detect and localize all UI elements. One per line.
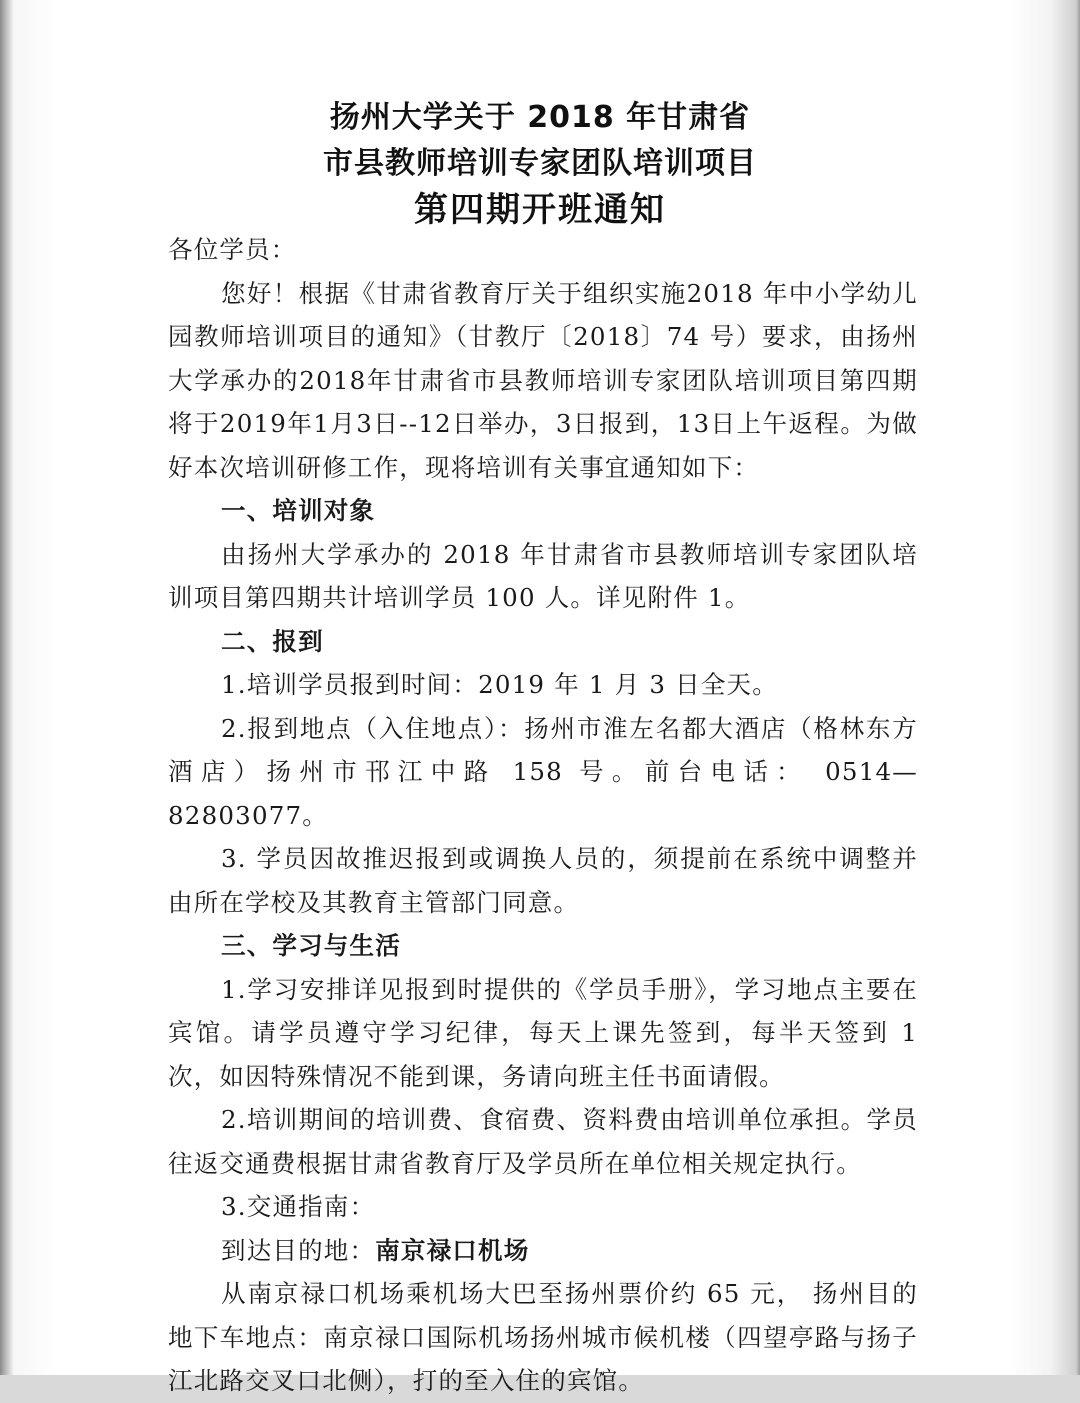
destination-label: 到达目的地： bbox=[221, 1235, 376, 1265]
destination-line bbox=[168, 1229, 918, 1273]
section-3-item-2: 2.培训期间的培训费、食宿费、资料费由培训单位承担。学员往返交通费根据甘肃省教育厅及学员所在单位相关规定执行。 bbox=[168, 1105, 918, 1178]
destination-value: 南京禄口机场 bbox=[375, 1235, 530, 1265]
section-2-item-3: 3. 学员因故推迟报到或调换人员的，须提前在系统中调整并由所在学校及其教育主管部门同意。 bbox=[168, 844, 918, 917]
notice-body bbox=[168, 228, 918, 1403]
section-3-item-1: 1.学习安排详见报到时提供的《学员手册》，学习地点主要在宾馆。请学员遵守学习纪律，每天上课先签到，每半天签到 1 次，如因特殊情况不能到课，务请向班主任书面请假。 bbox=[168, 974, 918, 1091]
section-3-item-3: 3.交通指南： bbox=[221, 1192, 376, 1221]
intro-paragraph: 您好！根据《甘肃省教育厅关于组织实施2018 年中小学幼儿园教师培训项目的通知》（甘教厅〔2018〕74 号）要求，由扬州大学承办的2018年甘肃省市县教师培训专家团队培训项目第四期将于2019年1月3日--12日举办，3日报到，13日上午返程。为做好本次培训研修工作，现将培训有关事宜通知如下： bbox=[168, 278, 918, 482]
route-paragraph: 从南京禄口机场乘机场大巴至扬州票价约 65 元， 扬州目的地下车地点：南京禄口国际机场扬州城市候机楼（四望亭路与扬子江北路交叉口北侧），打的至入住的宾馆。 bbox=[168, 1279, 918, 1395]
section-1-text: 由扬州大学承办的 2018 年甘肃省市县教师培训专家团队培训项目第四期共计培训学员 100 人。详见附件 1。 bbox=[168, 539, 918, 612]
salutation: 各位学员： bbox=[168, 235, 297, 264]
title-line-1: 扬州大学关于 2018 年甘肃省 bbox=[329, 100, 751, 135]
section-2-item-1: 1.培训学员报到时间：2019 年 1 月 3 日全天。 bbox=[221, 670, 778, 699]
section-3-heading: 三、学习与生活 bbox=[221, 931, 401, 960]
title-line-2: 市县教师培训专家团队培训项目 bbox=[323, 146, 757, 181]
section-2-item-2: 2.报到地点（入住地点）：扬州市淮左名都大酒店（格林东方酒店）扬州市邗江中路 158 号。前台电话： 0514—82803077。 bbox=[168, 713, 918, 830]
section-1-heading: 一、培训对象 bbox=[221, 496, 376, 525]
title-line-3: 第四期开班通知 bbox=[414, 190, 666, 230]
section-2-heading: 二、报到 bbox=[221, 626, 324, 656]
